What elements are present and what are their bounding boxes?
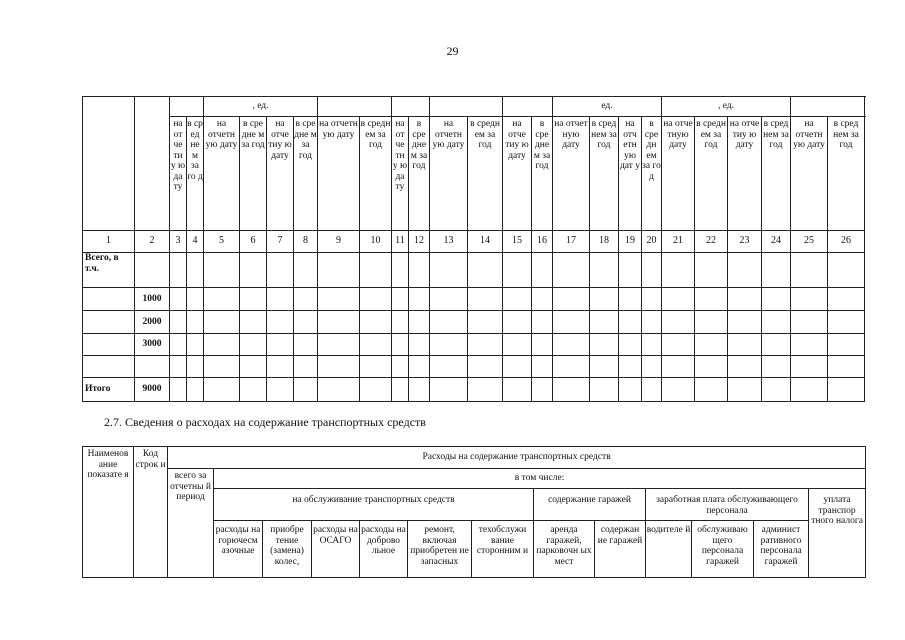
subheader-cell: на отче тиу ю дату (728, 117, 762, 231)
subheader-row (83, 117, 865, 231)
subheader-cell: на отче тиу ю дату (503, 117, 532, 231)
row-label (83, 356, 135, 378)
unit-cell (392, 97, 430, 117)
subheader-cell: в средн ем за год (695, 117, 728, 231)
header-code: Код строк и (134, 447, 168, 578)
row-label (83, 311, 135, 334)
vehicle-count-table (82, 96, 865, 402)
expenses-table (82, 446, 866, 578)
header-osago: расходы на ОСАГО (312, 521, 360, 578)
header-maintenance: техобслужи вание сторонним и (472, 521, 534, 578)
column-number: 7 (267, 231, 294, 253)
subheader-cell: на отчетн ую дату (430, 117, 468, 231)
column-number-row (83, 231, 865, 253)
row-label (83, 334, 135, 356)
column-number: 20 (642, 231, 662, 253)
table-row (83, 311, 865, 334)
table-row (83, 378, 865, 402)
header-service: на обслуживание транспортных средств (214, 489, 534, 521)
column-number: 2 (135, 231, 170, 253)
section-title: 2.7. Сведения о расходах на содержание транспортных средств (104, 415, 426, 429)
column-number: 4 (187, 231, 204, 253)
row-code: 3000 (135, 334, 170, 356)
table-row (83, 288, 865, 311)
column-number: 21 (662, 231, 695, 253)
header-voluntary-insurance: расходы на доброво льное (360, 521, 408, 578)
column-number: 22 (695, 231, 728, 253)
header-garage-upkeep: содержан ие гаражей (595, 521, 646, 578)
column-number: 3 (170, 231, 187, 253)
header-blank-name (83, 97, 135, 231)
subheader-cell: на отче тную дату (662, 117, 695, 231)
column-number: 25 (791, 231, 828, 253)
unit-cell (430, 97, 503, 117)
header-garages: содержание гаражей (534, 489, 646, 521)
row-label (83, 288, 135, 311)
subheader-cell: в сре дне м за год (240, 117, 267, 231)
column-number: 5 (204, 231, 240, 253)
subheader-cell: в ср ед не м за го д (187, 117, 204, 231)
column-number: 9 (318, 231, 360, 253)
unit-cell (503, 97, 553, 117)
row-label: Всего, в т.ч. (83, 253, 135, 288)
column-number: 23 (728, 231, 762, 253)
column-number: 16 (532, 231, 553, 253)
header-row (83, 447, 866, 469)
column-number: 14 (468, 231, 503, 253)
table-row (83, 356, 865, 378)
unit-cell (318, 97, 392, 117)
header-tires: приобре тение (замена) колес, (263, 521, 312, 578)
column-number: 17 (553, 231, 590, 253)
column-number: 8 (294, 231, 318, 253)
column-number: 26 (828, 231, 865, 253)
column-number: 13 (430, 231, 468, 253)
header-garage-rent: аренда гаражей, парковочн ых мест (534, 521, 595, 578)
column-number: 15 (503, 231, 532, 253)
header-service-staff: обслуживаю щего персонала гаражей (692, 521, 754, 578)
row-code (135, 356, 170, 378)
row-code: 1000 (135, 288, 170, 311)
subheader-cell: на отч етн ую дат у (619, 117, 642, 231)
column-number: 1 (83, 231, 135, 253)
header-repair: ремонт, включая приобретен ие запасных (408, 521, 472, 578)
column-number: 11 (392, 231, 409, 253)
header-drivers: водителе й (646, 521, 692, 578)
unit-header-row (83, 97, 865, 117)
header-row (83, 469, 866, 489)
header-main: Расходы на содержание транспортных средств (168, 447, 866, 469)
table-row (83, 253, 865, 288)
subheader-cell: в сре дне м за год (409, 117, 430, 231)
subheader-cell: на отчетн ую дату (791, 117, 828, 231)
subheader-cell: в сре дне м за год (532, 117, 553, 231)
subheader-cell: в сред нем за год (762, 117, 791, 231)
column-number: 6 (240, 231, 267, 253)
row-code: 2000 (135, 311, 170, 334)
row-code (135, 253, 170, 288)
unit-cell: ед. (553, 97, 662, 117)
subheader-cell: на от че ти у ю да ту (170, 117, 187, 231)
subheader-cell: на отче тиу ю дату (267, 117, 294, 231)
subheader-cell: в средн ем за год (360, 117, 392, 231)
column-number: 10 (360, 231, 392, 253)
header-admin-staff: админист ративного персонала гаражей (754, 521, 809, 578)
subheader-cell: на отчетн ую дату (204, 117, 240, 231)
unit-cell (791, 97, 865, 117)
subheader-cell: в сред нем за год (590, 117, 619, 231)
header-salary: заработная плата обслуживающего персонала (646, 489, 809, 521)
row-label: Итого (83, 378, 135, 402)
header-including: в том числе: (214, 469, 866, 489)
header-blank-code (135, 97, 170, 231)
subheader-cell: на отчетн ую дату (318, 117, 360, 231)
column-number: 12 (409, 231, 430, 253)
unit-cell: , ед. (662, 97, 791, 117)
row-code: 9000 (135, 378, 170, 402)
subheader-cell: на от че тн у ю да ту (392, 117, 409, 231)
column-number: 18 (590, 231, 619, 253)
subheader-cell: в сре дне м за год (294, 117, 318, 231)
page-number: 29 (446, 44, 459, 58)
header-fuel: расходы на горючесм азочные (214, 521, 263, 578)
unit-cell: , ед. (204, 97, 318, 117)
header-tax: уплата транспор тного налога (809, 489, 866, 578)
header-name: Наименов ание показате я (83, 447, 134, 578)
subheader-cell: в средн ем за год (468, 117, 503, 231)
subheader-cell: на отчет ную дату (553, 117, 590, 231)
table-row (83, 334, 865, 356)
subheader-cell: в сре дн ем за го д (642, 117, 662, 231)
subheader-cell: в сред нем за год (828, 117, 865, 231)
column-number: 19 (619, 231, 642, 253)
column-number: 24 (762, 231, 791, 253)
header-total: всего за отчетны й период (168, 469, 214, 578)
unit-cell (170, 97, 204, 117)
